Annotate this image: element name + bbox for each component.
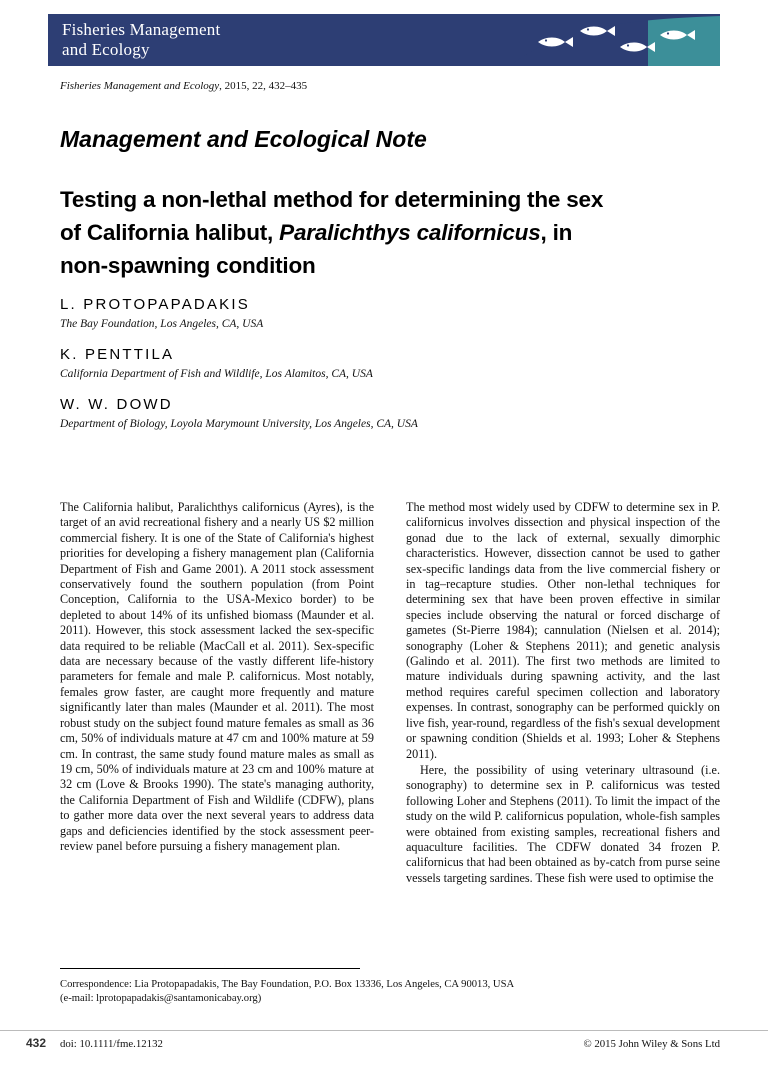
correspondence-address: Correspondence: Lia Protopapadakis, The Bay Foundation, P.O. Box 13336, Los Angeles, CA 90013, USA <box>60 979 515 990</box>
copyright-text: © 2015 John Wiley & Sons Ltd <box>583 1038 720 1050</box>
title-species-name: Paralichthys californicus <box>279 220 541 246</box>
footer-rule <box>0 1030 768 1031</box>
fish-illustration-icon <box>510 14 720 66</box>
title-line-2-prefix: of California halibut, <box>60 220 280 246</box>
author-name: K. PENTTILA <box>60 346 175 363</box>
journal-title-line1: Fisheries Management <box>62 20 221 39</box>
doi-text[interactable]: doi: 10.1111/fme.12132 <box>60 1038 163 1050</box>
journal-title-line2: and Ecology <box>62 40 150 59</box>
page-number: 432 <box>26 1036 47 1050</box>
author-affiliation: The Bay Foundation, Los Angeles, CA, USA <box>60 318 264 330</box>
body-column-left <box>60 500 374 886</box>
correspondence-email[interactable]: (e-mail: lprotopapadakis@santamonicabay.org) <box>60 993 262 1004</box>
paragraph: Here, the possibility of using veterinary ultrasound (i.e. sonography) to determine sex in P. californicus was tested following Loher and Stephens (2011). To limit the impact of the study on the wild P. californicus population, whole-fish samples were obtained from existing samples, recreational fishers and aquaculture facilities. The CDFW donated 34 frozen P. californicus that had been obtained as by-catch from purse seine vessels targeting sardines. These fish were used to optimise the <box>406 762 720 885</box>
paragraph: The method most widely used by CDFW to determine sex in P. californicus involves dissection and physical inspection of the gonad due to the lack of external, sexually dimorphic characteristics. However, dissection cannot be used to gather sex-specific landings data from the live commercial fishery or in tag–recapture studies. Other non-lethal techniques for determining sex that have been proven effective in similar species include observing the natural or forced discharge of gametes (St-Pierre 1984); cannulation (Nielsen et al. 2014); sonography (Loher & Stephens 2011); and genetic analysis (Galindo et al. 2011). The first two methods are limited to mature individuals during spawning activity, and the last method requires careful specimen collection and laboratory expenses. In contrast, sonography can be performed quickly on live fish, year-round, regardless of the fish's sexual development or spawning condition (Shields et al. 1993; Loher & Stephens 2011). <box>406 500 720 761</box>
author-affiliation: California Department of Fish and Wildlife, Los Alamitos, CA, USA <box>60 368 373 380</box>
journal-masthead <box>48 14 720 66</box>
author-name: W. W. DOWD <box>60 396 173 413</box>
author-list <box>60 296 720 446</box>
section-label: Management and Ecological Note <box>60 126 427 152</box>
page-title <box>60 183 720 282</box>
author-entry <box>60 396 720 430</box>
running-head-citation: , 2015, 22, 432–435 <box>219 80 308 92</box>
author-name: L. PROTOPAPADAKIS <box>60 296 250 313</box>
title-line-2-suffix: , in <box>540 220 573 246</box>
body-column-right <box>406 500 720 886</box>
journal-title <box>48 14 510 66</box>
author-entry <box>60 296 720 330</box>
masthead-artwork <box>510 14 720 66</box>
author-affiliation: Department of Biology, Loyola Marymount University, Los Angeles, CA, USA <box>60 418 418 430</box>
running-head <box>60 80 307 92</box>
paragraph: The California halibut, Paralichthys californicus (Ayres), is the target of an avid recreational fishery and a nearly US $2 million commercial fishery. It is one of the State of California's highest priorities for developing a fishery management plan (California Department of Fish and Game 2001). A 2011 stock assessment conservatively found the southern population (from Point Conception, California to the USA-Mexico border) to be depleted to about 14% of its unfished biomass (Maunder et al. 2011). However, this stock assessment lacked the sex-specific data required to be reliable (MacCall et al. 2011). Sex-specific data are necessary because of the vastly different life-history parameters for female and male P. californicus. Most notably, females grow faster, are caught more frequently and mature significantly later than males (Maunder et al. 2011). The most robust study on the subject found mature females as small as 36 cm, 50% of individuals mature at 47 cm and 100% mature at 59 cm. In contrast, the same study found mature males as small as 19 cm, 50% of individuals mature at 23 cm and 100% mature at 32 cm (Love & Brooks 1990). The state's managing authority, the California Department of Fish and Wildlife (CDFW), plans to gather more data over the next several years to address data gaps and deficiencies identified by the stock assessment peer-review panel before pursuing a fishery management plan. <box>60 500 374 853</box>
correspondence-rule <box>60 968 360 969</box>
author-entry <box>60 346 720 380</box>
running-head-journal: Fisheries Management and Ecology <box>60 80 220 92</box>
title-line-1: Testing a non-lethal method for determining the sex <box>60 187 604 213</box>
title-line-3: non-spawning condition <box>60 253 316 279</box>
article-body <box>60 500 720 886</box>
correspondence-block <box>60 978 620 1006</box>
